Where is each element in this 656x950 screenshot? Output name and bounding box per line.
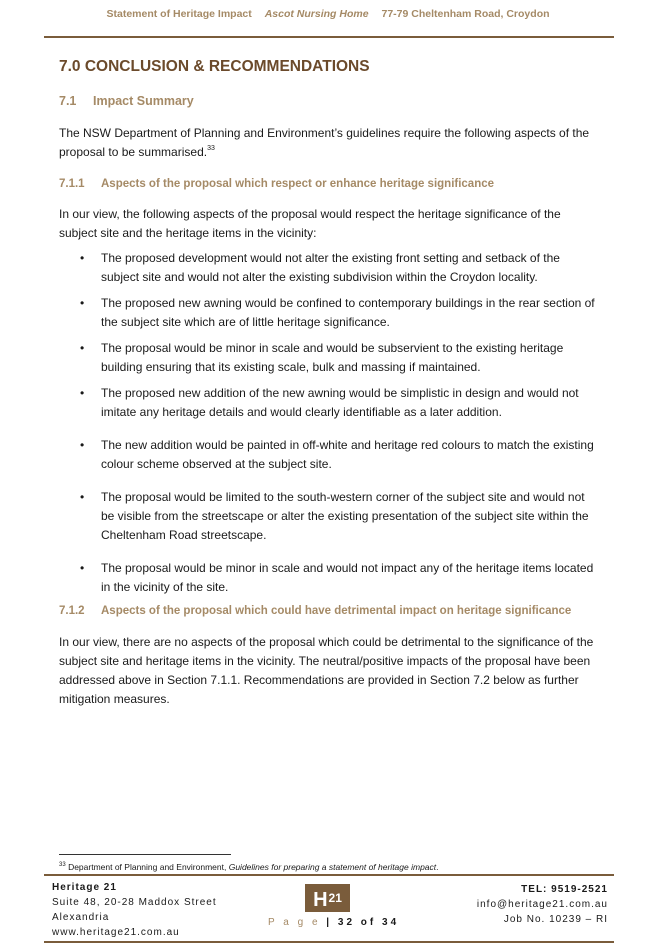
list-item-text: The proposed new awning would be confined to contemporary buildings in the rear section of the subject site which are of little heritage significance. <box>101 296 595 329</box>
subsection-heading-7-1-1 <box>59 178 599 190</box>
footer-address-line2: Alexandria <box>52 912 110 923</box>
footer-job-number: Job No. 10239 – RI <box>503 914 608 925</box>
subsection-number: 7.1.2 <box>59 605 85 617</box>
main-content <box>59 58 599 709</box>
list-item <box>59 249 599 287</box>
header-divider <box>44 36 614 38</box>
list-item-text: The proposal would be minor in scale and would be subservient to the existing heritage building ensuring that its existing scale, bulk and massing if maintained. <box>101 341 564 374</box>
subsection-title: Impact Summary <box>93 94 194 108</box>
intro-text: The NSW Department of Planning and Environment’s guidelines require the following aspects of the proposal to be summarised. <box>59 126 590 159</box>
list-item-text: The new addition would be painted in off-white and heritage red colours to match the existing colour scheme observed at the subject site. <box>101 438 594 471</box>
footnote-divider <box>59 854 231 855</box>
bullet-list <box>59 249 599 597</box>
bullet-icon: • <box>80 490 85 504</box>
footer-company: Heritage 21 <box>52 882 117 893</box>
page-of: of <box>360 917 377 928</box>
list-item <box>59 384 599 422</box>
footer-email[interactable]: info@heritage21.com.au <box>476 899 608 910</box>
subsection-title: Aspects of the proposal which could have detrimental impact on heritage significance <box>101 605 572 617</box>
list-item <box>59 559 599 597</box>
page-header <box>0 8 656 20</box>
list-item-text: The proposed development would not alter the existing front setting and setback of the subject site and would not alter the existing subdivision within the Croydon locality. <box>101 251 560 284</box>
bullet-icon: • <box>80 341 85 355</box>
list-item <box>59 339 599 377</box>
footer-divider-bottom <box>44 941 614 943</box>
footnote-number: 33 <box>59 862 66 868</box>
header-project: Ascot Nursing Home <box>264 8 369 20</box>
section-heading: 7.0 CONCLUSION & RECOMMENDATIONS <box>59 58 370 75</box>
page-separator: | <box>326 917 333 928</box>
footer-website[interactable]: www.heritage21.com.au <box>52 927 180 938</box>
footer-contact-right <box>477 882 608 927</box>
footnote-end: . <box>436 862 439 872</box>
logo-letter: H <box>313 889 328 911</box>
list-item <box>59 488 599 545</box>
subsection-title: Aspects of the proposal which respect or enhance heritage significance <box>101 178 495 190</box>
page-total: 34 <box>382 917 400 928</box>
page-number <box>268 917 399 928</box>
subsection-heading-7-1-2 <box>59 605 599 617</box>
bullet-icon: • <box>80 561 85 575</box>
page-current: 32 <box>337 917 356 928</box>
footer-divider-top <box>44 874 614 876</box>
list-item-text: The proposal would be limited to the south-western corner of the subject site and would not be visible from the streetscape or alter the existing presentation of the subject site within the Cheltenham Road streetscape. <box>101 490 589 542</box>
list-item-text: The proposed new addition of the new awning would be simplistic in design and would not imitate any heritage details and would clearly identifiable as a later addition. <box>101 386 579 419</box>
list-item <box>59 294 599 332</box>
footnote-reference[interactable]: 33 <box>207 145 215 152</box>
footer-contact-left <box>52 880 217 940</box>
bullet-icon: • <box>80 438 85 452</box>
paragraph-7-1-1-intro: In our view, the following aspects of the proposal would respect the heritage significance of the subject site and the heritage items in the vicinity: <box>59 207 561 240</box>
list-item-text: The proposal would be minor in scale and would not impact any of the heritage items located in the vicinity of the site. <box>101 561 594 594</box>
footer-address-line1: Suite 48, 20-28 Maddox Street <box>52 897 217 908</box>
footnote-title: Guidelines for preparing a statement of heritage impact <box>228 862 437 872</box>
bullet-icon: • <box>80 251 85 265</box>
subsection-number: 7.1 <box>59 94 77 108</box>
bullet-icon: • <box>80 386 85 400</box>
subsection-heading-7-1 <box>59 94 599 108</box>
intro-paragraph <box>59 124 599 162</box>
logo-number: 21 <box>328 891 342 905</box>
subsection-number: 7.1.1 <box>59 178 85 190</box>
footer-telephone: TEL: 9519-2521 <box>521 884 608 895</box>
paragraph-7-1-2: In our view, there are no aspects of the proposal which could be detrimental to the significance of the subject site and heritage items in the vicinity. The neutral/positive impacts of the proposal have been addressed above in Section 7.1.1. Recommendations are provided in Section 7.2 below as further mitigation measures. <box>59 635 594 706</box>
footnote-text: Department of Planning and Environment, <box>68 862 229 872</box>
list-item <box>59 436 599 474</box>
header-title: Statement of Heritage Impact <box>106 8 252 20</box>
bullet-icon: • <box>80 296 85 310</box>
footnote <box>59 862 439 872</box>
heritage21-logo <box>305 884 350 912</box>
header-address: 77-79 Cheltenham Road, Croydon <box>381 8 550 20</box>
page-label: P a g e <box>268 917 321 928</box>
